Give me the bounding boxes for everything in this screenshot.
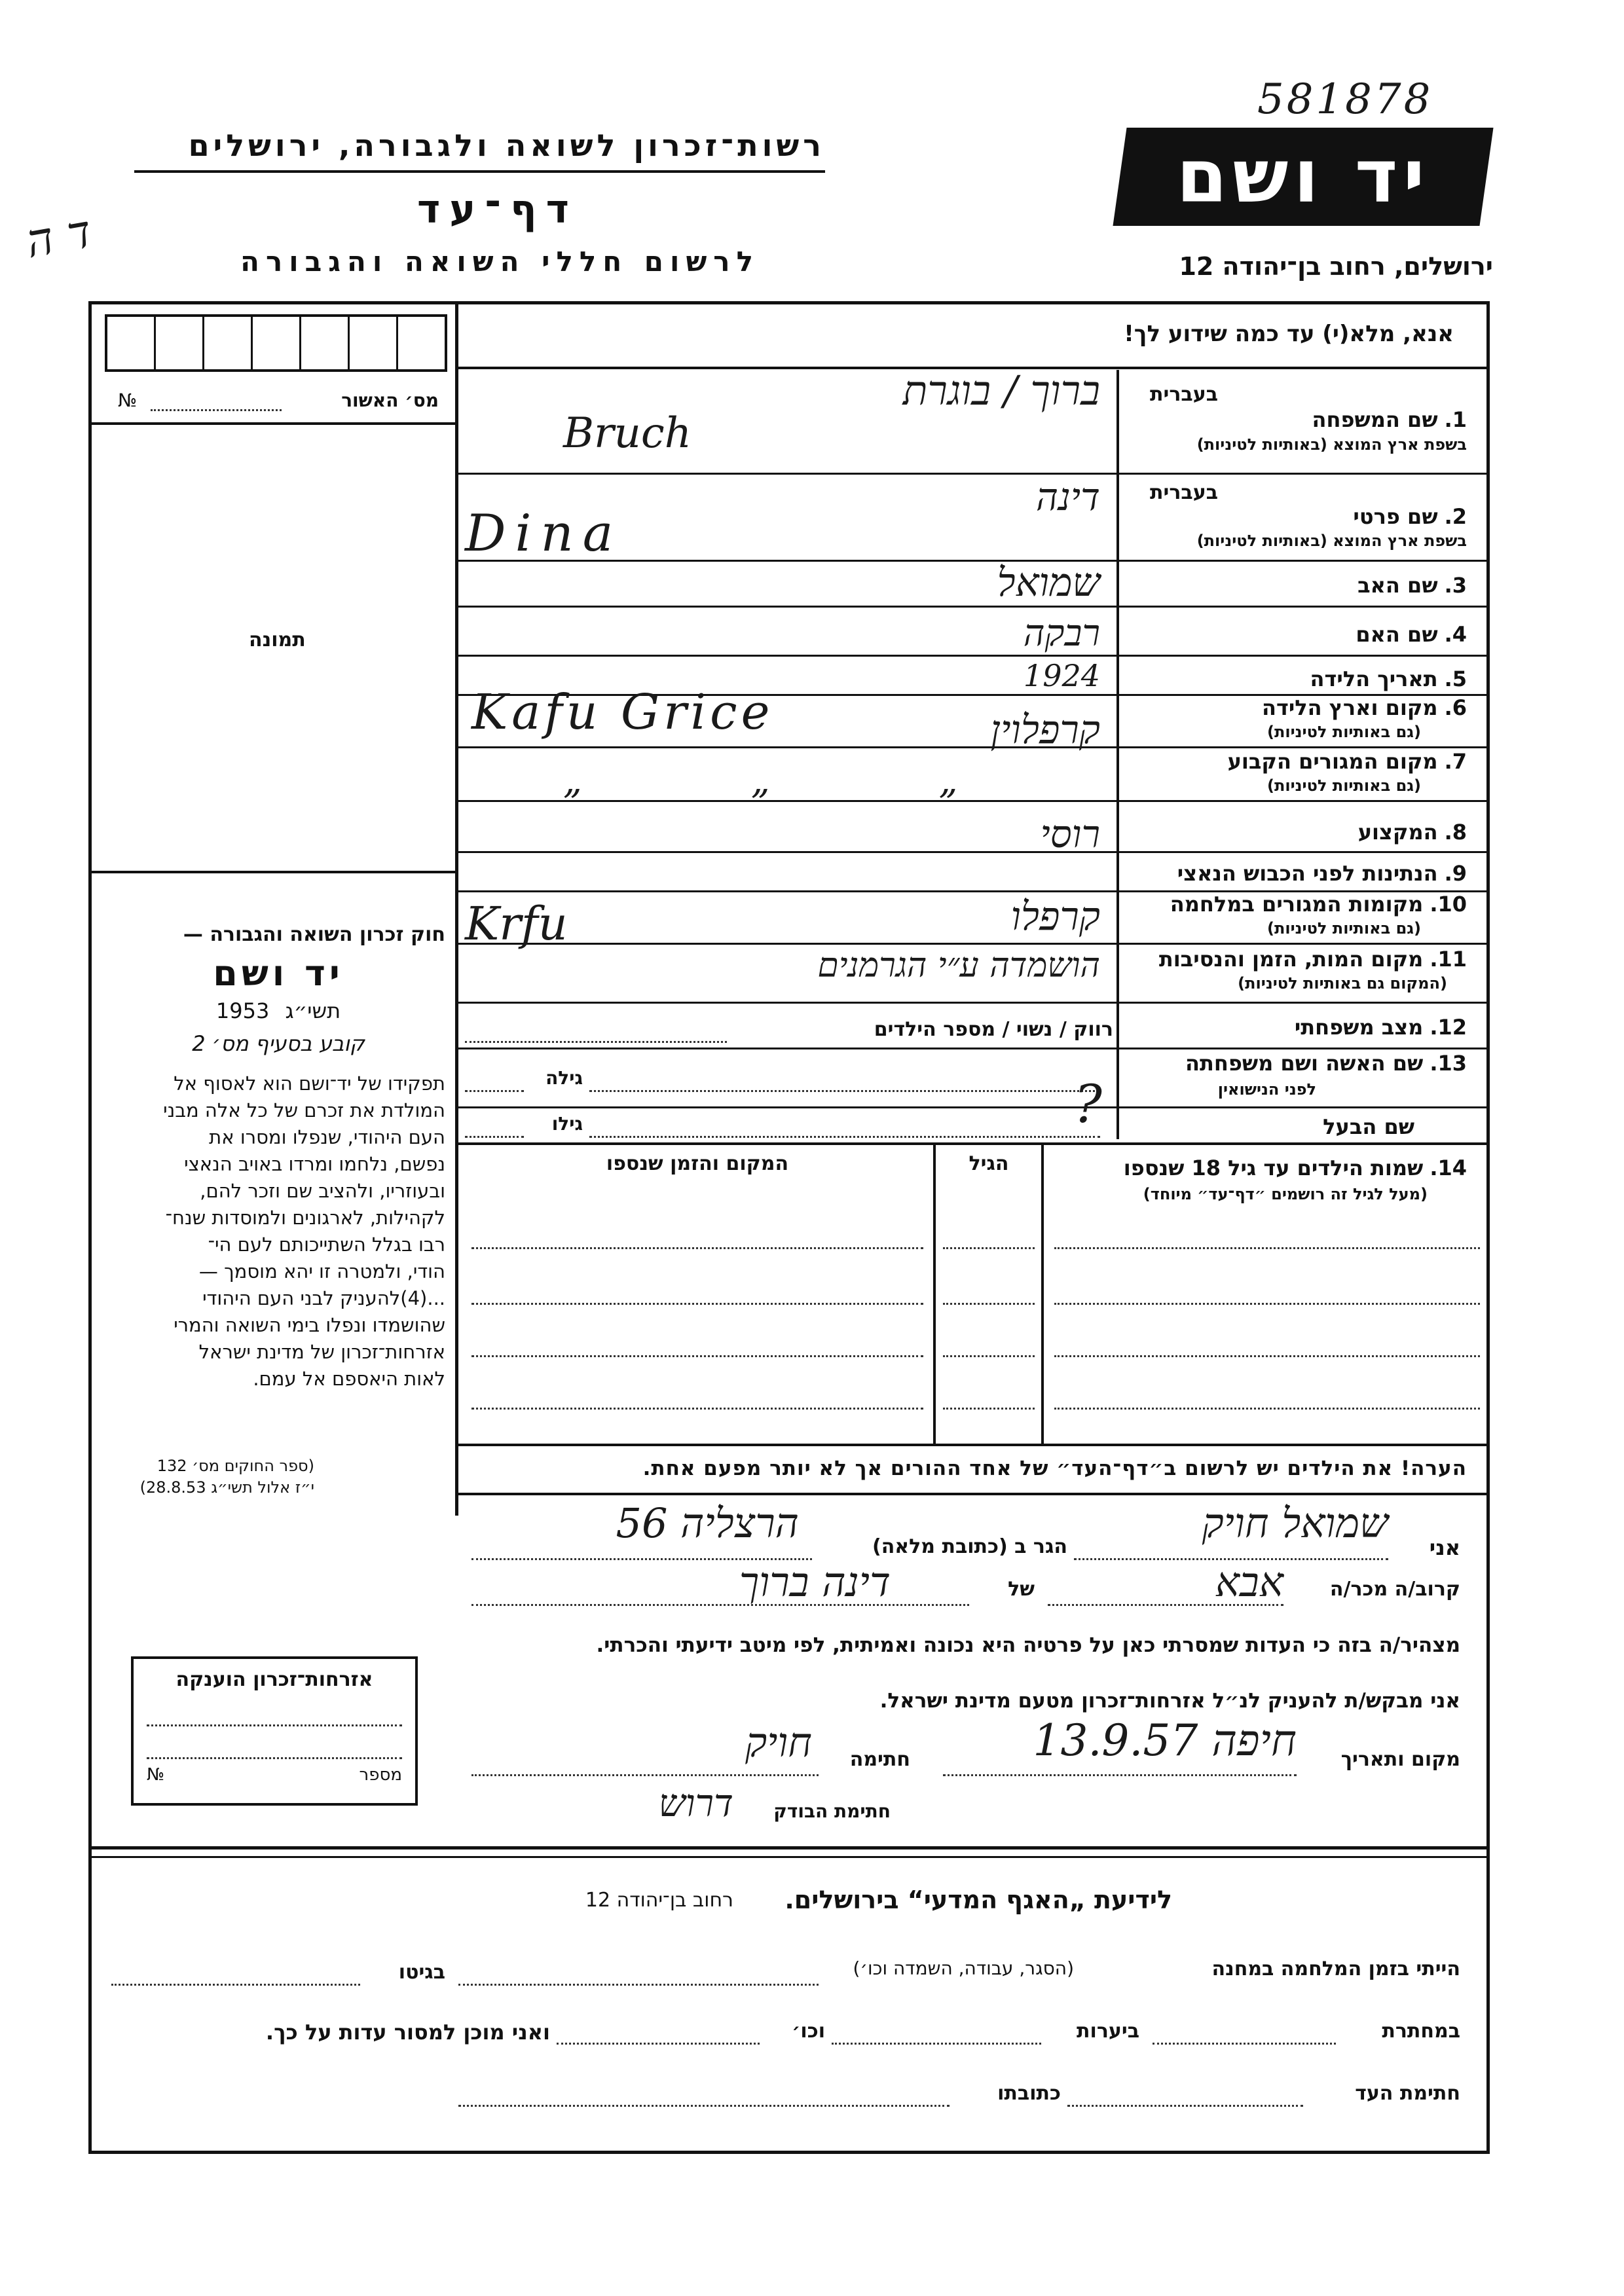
instruction: אנא, מלא(י) עד כמה שידוע לך! [1124,321,1454,347]
field-7-label: 7.מקום המגורים הקבוע [1227,749,1467,774]
archive-number: 581878 [1257,75,1433,124]
law-text-line: נפשם, נלחמו ומרדו באויב הנאצי [184,1153,445,1175]
field-1-lang-label: בעברית [1150,383,1218,406]
decl-i-value: שמואל חויק [1202,1499,1388,1547]
footer-etc-label: וכו׳ [792,2020,825,2043]
field-1-sub: בשפת ארץ המוצא (באותיות לטיניות) [1196,435,1467,454]
law-text-line: תפקידו של יד־ושם הוא לאסוף אל [174,1072,445,1095]
citizenship-no-mark: № [147,1765,165,1785]
approval-no-label: מס׳ האשור [341,390,439,411]
law-text-line: המולדת את זכרם של כל אלה מבני [163,1099,445,1121]
decl-signature-label: חתימה [849,1748,910,1771]
law-clause: קובע בסעיף מס׳ 2 [192,1031,365,1056]
law-text-line: ובעוזריו, ולהציב שם וזכר להם, [200,1180,445,1202]
field-13-mark: ? [1074,1074,1102,1135]
decl-request: אני מבקש/ת להעניק לנ״ל אזרחות־זכרון מטעם מדינת ישראל. [879,1689,1460,1713]
law-text-line: לקהילות, לארגונים ולמוסדות שנח־ [165,1207,445,1229]
law-text-line: הודי, ולמטרה זו יהא מוסמך — [198,1260,445,1283]
decl-resides-label: הגר ב (כתובת מלאה) [872,1535,1067,1558]
citizenship-box-title: אזרחות־זכרון הוענקה [175,1668,373,1691]
law-text-line: רבו בגלל השתייכותם לעם הי־ [208,1233,445,1256]
photo-label: תמונה [249,629,306,651]
law-year-hebrew: תשי״ג [285,998,341,1023]
law-title: חוק זכרון השואה והגבורה — [183,923,445,946]
field-10-value-latin: Krfu [465,897,568,951]
field-2-value-hebrew: דינה [1036,475,1100,519]
field-11-value: הושמדה ע״י הגרמנים [817,946,1100,985]
field-13-sub: לפני הנישואין [1217,1080,1316,1099]
approval-no-mark: № [118,390,138,411]
field-1-label: 1.שם המשפחה [1312,407,1467,432]
decl-i-label: אני [1429,1535,1460,1560]
logo-address: ירושלים, רחוב בן־יהודה 12 [1179,252,1493,281]
field-10-sub: (גם באותיות לטיניות) [1267,919,1421,938]
field-1-value-latin: Bruch [563,409,692,458]
org-title: רשות־זכרון לשואה ולגבורה, ירושלים [188,128,825,163]
field-2-value-latin: Dina [465,504,623,563]
field-6-value-hebrew: קרפלוין [990,707,1100,753]
field-4-value: רבקה [1023,612,1100,655]
children-age-header: הגיל [969,1152,1009,1175]
field-10-value-hebrew: קרפלו [1010,894,1100,939]
approval-number-cells [105,314,447,372]
law-name: יד ושם [213,953,344,994]
law-text-line: אזרחות־זכרון של מדינת ישראל [198,1341,445,1363]
footer-forests-label: ביערות [1077,2020,1139,2043]
footer-camp-label: הייתי בזמן המלחמה במחנה [1211,1958,1460,1980]
field-2-label: 2.שם פרטי [1353,504,1467,529]
citizenship-box [131,1656,418,1806]
children-place-header: המקום והזמן שנספו [606,1152,789,1175]
decl-supervisor-value: דרוש [658,1781,733,1825]
footer-underground-label: במחתרת [1382,2020,1460,2043]
wife-age-label: גילה [545,1067,583,1089]
footer-witness-signature-label: חתימת העד [1355,2082,1460,2105]
decl-statement: מצהיר/ה בזה כי העדות שמסרתי כאן על פרטיה היא נכונה ואמיתית, לפי מיטב ידיעתי והכרתי. [596,1633,1460,1657]
footer-ghetto-label: בגיטו [398,1961,445,1984]
decl-signature-value: חויק [745,1719,812,1766]
decl-of-value: דינה ברוך [739,1558,891,1606]
children-label: 14.שמות הילדים עד גיל 18 שנספו [1123,1156,1467,1180]
decl-relative-label: קרוב/ה מכר/ה [1329,1578,1460,1601]
husband-name-label: שם הבעל [1323,1114,1414,1139]
family-status-options: רווק / נשוי / מספר הילדים [874,1018,1113,1041]
law-text-line: העם היהודי, שנפלו ומסרו את [209,1126,445,1148]
field-12-label: 12.מצב משפחתי [1294,1015,1467,1040]
law-text-line: שהושמדו ונפלו בימי השואה והמרי [174,1314,445,1336]
field-9-label: 9.הנתינות לפני הכבוש הנאצי [1177,861,1467,886]
field-8-label: 8.המקצוע [1357,820,1467,845]
law-reference-2: י״ז אלול תשי״ג 28.8.53) [139,1478,314,1497]
children-sub: (מעל לגיל זה רושמים ״דף־עד״ מיוחד) [1143,1185,1428,1203]
law-text-line: ...(4)להעניק לבני העם היהודי [202,1287,445,1309]
footer-camp-types: (הסגר, עבודה, השמדה וכו׳) [853,1958,1074,1979]
field-7-sub: (גם באותיות לטיניות) [1267,776,1421,795]
footer-title: לידיעת „האגף המדעי“ בירושלים. [784,1886,1172,1914]
margin-note: ד ה [22,204,96,269]
field-2-lang-label: בעברית [1150,481,1218,504]
decl-supervisor-label: חתימת הבודק [773,1800,891,1822]
form-title: דף־עד [417,187,578,232]
yad-vashem-logo: יד ושם [1113,128,1493,226]
field-11-label: 11.מקום המות, הזמן והנסיבות [1158,947,1467,972]
field-6-sub: (גם באותיות לטיניות) [1267,723,1421,741]
footer-testimony-label: ואני מוכן למסור עדות על כך. [265,2020,550,2045]
field-5-value: 1924 [1023,658,1100,693]
decl-relation-value: אבא [1215,1558,1283,1606]
law-text-line: לאות היאספם אל עמם. [253,1368,445,1390]
law-year-number: 1953 [215,998,270,1023]
field-6-label: 6.מקום וארץ הלידה [1262,695,1467,720]
note-text: הערה! את הילדים יש לרשום ב״דף־העד״ של אחד ההורים אך לא יותר מפעם אחת. [642,1457,1467,1480]
field-9-value: רוסי [1040,812,1100,856]
citizenship-no-label: מספר [359,1765,402,1785]
law-reference-1: (ספר החוקים מס׳ 132 [157,1457,314,1475]
field-11-sub: (המקום גם באותיות לטיניות) [1238,974,1447,993]
field-1-value-hebrew: ברוך / בוגרת [902,367,1100,414]
field-2-sub: בשפת ארץ המוצא (באותיות לטיניות) [1196,532,1467,550]
field-3-value: שמואל [997,560,1100,606]
husband-age-label: גילו [551,1113,583,1135]
decl-of-label: של [1008,1578,1035,1601]
decl-place-date-value: חיפה 13.9.57 [1033,1715,1297,1766]
field-3-label: 3.שם האב [1357,573,1467,598]
field-4-label: 4.שם האם [1356,622,1467,647]
law-text [98,1070,445,1393]
footer-address: רחוב בן־יהודה 12 [585,1889,733,1912]
field-7-value: „ „ „ [563,759,1037,802]
field-10-label: 10.מקומות המגורים במלחמה [1170,892,1467,917]
form-subtitle: לרשום חללי השואה והגבורה [240,246,760,278]
footer-witness-address-label: כתובתו [997,2082,1061,2105]
field-13-label: 13.שם האשה ושם משפחתה [1185,1051,1467,1076]
decl-address-value: הרצליה 56 [616,1499,799,1547]
law-year [196,998,360,1023]
field-6-value-latin: Kafu Grice [471,684,774,740]
decl-place-date-label: מקום ותאריך [1340,1748,1460,1771]
field-5-label: 5.תאריך הלידה [1310,666,1467,691]
